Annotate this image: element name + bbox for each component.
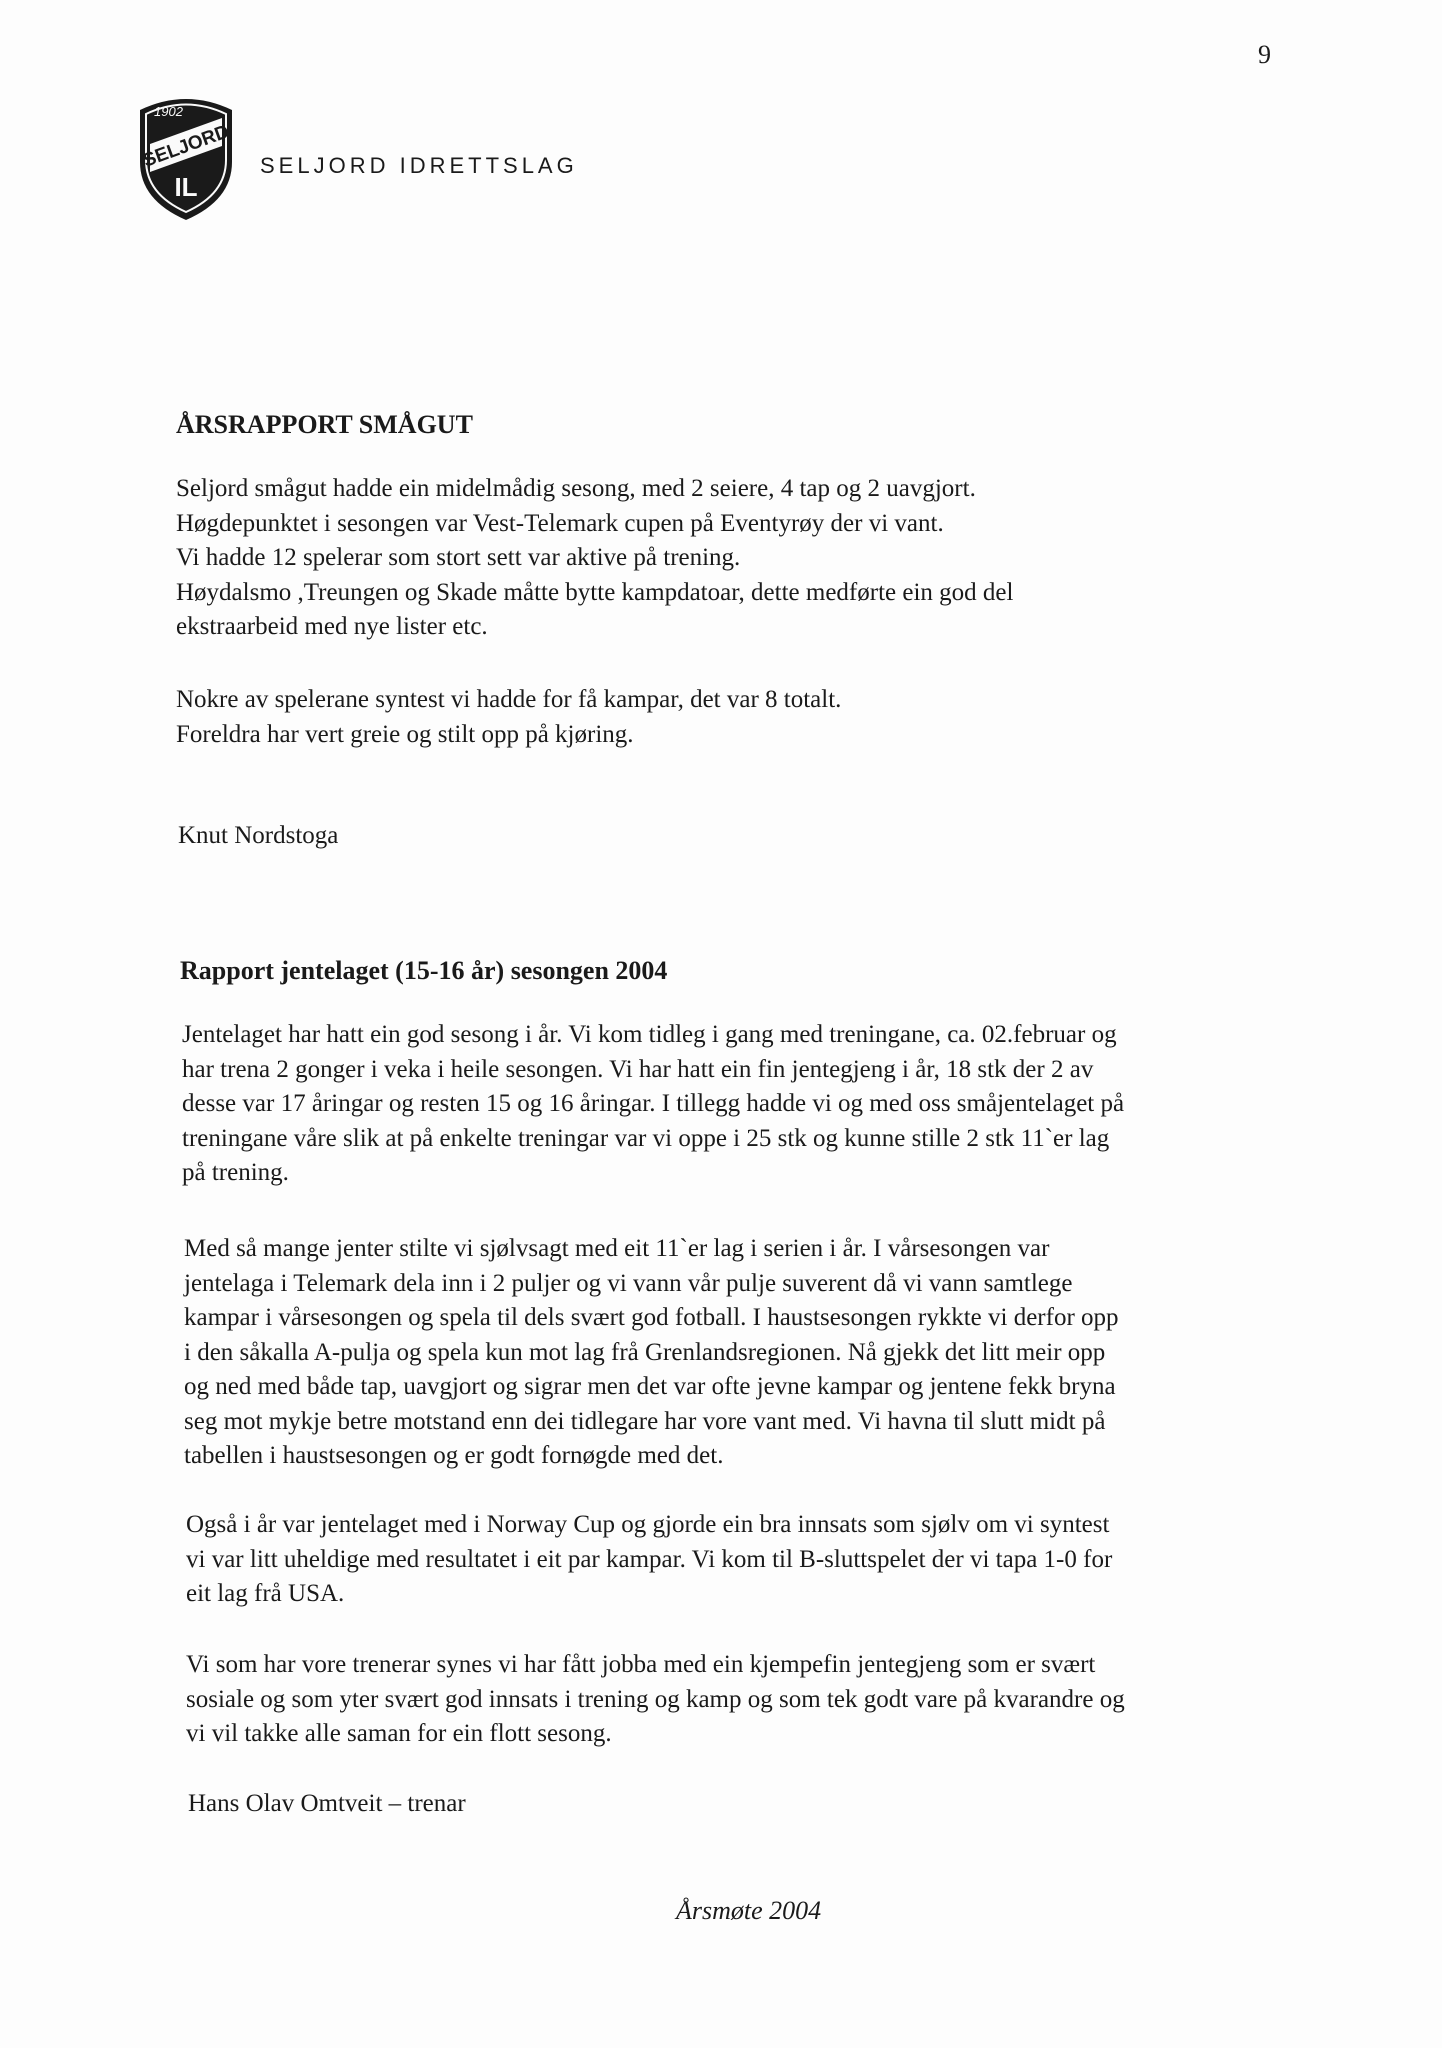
text-line: seg mot mykje betre motstand enn dei tidlegare har vore vant med. Vi havna til slutt midt på — [184, 1407, 1106, 1435]
text-line: Foreldra har vert greie og stilt opp på kjøring. — [176, 720, 634, 748]
club-logo-icon — [132, 92, 240, 222]
jentelaget-paragraph-3 — [186, 1508, 1112, 1612]
organisation-name: SELJORD IDRETTSLAG — [260, 153, 578, 178]
text-line: og ned med både tap, uavgjort og sigrar men det var ofte jevne kampar og jentene fekk bryna — [184, 1373, 1116, 1400]
text-line: eit lag frå USA. — [186, 1580, 345, 1607]
logo-abbr: IL — [174, 172, 198, 202]
smagut-paragraph-1 — [176, 472, 1013, 645]
jentelaget-paragraph-4 — [186, 1648, 1125, 1752]
jentelaget-paragraph-1 — [182, 1018, 1124, 1191]
text-line: desse var 17 åringar og resten 15 og 16 åringar. I tillegg hadde vi og med oss småjentelaget på — [182, 1090, 1125, 1117]
logo-year: 1902 — [154, 104, 183, 119]
text-line: jentelaga i Telemark dela inn i 2 puljer og vi vann vår pulje suverent då vi vann samtlege — [184, 1269, 1073, 1297]
text-line: Vi som har vore trenerar synes vi har fått jobba med ein kjempefin jentegjeng som er svært — [186, 1651, 1096, 1678]
page-footer: Årsmøte 2004 — [676, 1896, 822, 1925]
smagut-paragraph-2 — [176, 683, 841, 752]
text-line: vi var litt uheldige med resultatet i eit par kampar. Vi kom til B-sluttspelet der vi tapa 1-0 for — [186, 1545, 1113, 1573]
text-line: Også i år var jentelaget med i Norway Cup og gjorde ein bra innsats som sjølv om vi syntest — [186, 1511, 1110, 1538]
smagut-signature: Knut Nordstoga — [178, 822, 339, 849]
text-line: ekstraarbeid med nye lister etc. — [176, 613, 488, 640]
text-line: Høydalsmo ,Treungen og Skade måtte bytte kampdatoar, dette medførte ein god del — [176, 578, 1014, 606]
text-line: Seljord smågut hadde ein midelmådig sesong, med 2 seiere, 4 tap og 2 uavgjort. — [176, 475, 976, 502]
text-line: Jentelaget har hatt ein god sesong i år. Vi kom tidleg i gang med treningane, ca. 02.februar og — [182, 1021, 1117, 1048]
logo-name: SELJORD — [140, 121, 232, 172]
text-line: i den såkalla A-pulja og spela kun mot lag frå Grenlandsregionen. Nå gjekk det litt meir opp — [184, 1338, 1106, 1366]
page-number: 9 — [1258, 40, 1271, 69]
text-line: har trena 2 gonger i veka i heile sesongen. Vi har hatt ein fin jentegjeng i år, 18 stk der 2 av — [182, 1055, 1094, 1083]
text-line: kampar i vårsesongen og spela til dels svært god fotball. I haustsesongen rykkte vi derfor opp — [184, 1304, 1119, 1331]
text-line: på trening. — [182, 1159, 289, 1186]
text-line: treningane våre slik at på enkelte treningar var vi oppe i 25 stk og kunne stille 2 stk 11`er lag — [182, 1124, 1110, 1152]
text-line: sosiale og som yter svært god innsats i trening og kamp og som tek godt vare på kvarandre og — [186, 1685, 1125, 1713]
jentelaget-heading: Rapport jentelaget (15-16 år) sesongen 2004 — [180, 956, 668, 985]
text-line: Med så mange jenter stilte vi sjølvsagt med eit 11`er lag i serien i år. I vårsesongen var — [184, 1235, 1050, 1262]
text-line: Vi hadde 12 spelerar som stort sett var aktive på trening. — [176, 544, 741, 571]
jentelaget-signature: Hans Olav Omtveit – trenar — [188, 1790, 466, 1817]
text-line: tabellen i haustsesongen og er godt fornøgde med det. — [184, 1442, 724, 1469]
text-line: Nokre av spelerane syntest vi hadde for få kampar, det var 8 totalt. — [176, 686, 842, 713]
smagut-heading: ÅRSRAPPORT SMÅGUT — [176, 410, 473, 439]
jentelaget-paragraph-2 — [184, 1232, 1119, 1474]
text-line: Høgdepunktet i sesongen var Vest-Telemark cupen på Eventyrøy der vi vant. — [176, 509, 944, 537]
text-line: vi vil takke alle saman for ein flott sesong. — [186, 1720, 612, 1747]
